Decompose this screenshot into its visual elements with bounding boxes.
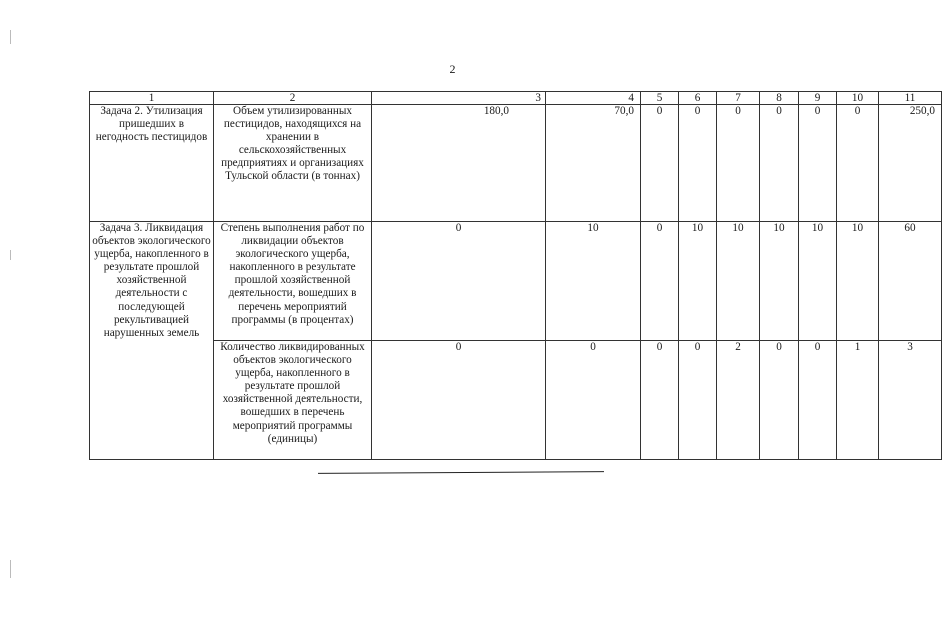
indicators-table [89,91,942,460]
indicator-cell: Количество ликвидированных объектов экологического ущерба, накопленного в результате прошлой хозяйственной деятельности, вошедших в перечень мероприятий программы (единицы) [214,341,372,460]
indicator-cell: Степень выполнения работ по ликвидации объектов экологического ущерба, накопленного в результате прошлой хозяйственной деятельности, вошедших в перечень мероприятий программы (в процентах) [214,222,372,341]
column-number: 7 [717,92,760,105]
column-number: 2 [214,92,372,105]
value-cell: 0 [799,105,837,222]
value-cell: 0 [837,105,879,222]
value-cell: 250,0 [879,105,942,222]
table-row [90,222,942,341]
value-cell: 0 [760,341,799,460]
value-cell: 0 [760,105,799,222]
value-cell: 60 [879,222,942,341]
value-cell: 2 [717,341,760,460]
scan-mark [10,250,11,260]
value-cell: 0 [641,341,679,460]
value-cell: 10 [837,222,879,341]
value-cell: 0 [679,105,717,222]
value-cell: 180,0 [372,105,546,222]
value-cell: 3 [879,341,942,460]
value-cell: 1 [837,341,879,460]
scan-mark [10,560,11,578]
column-number-row [90,92,942,105]
column-number: 8 [760,92,799,105]
value-cell: 10 [546,222,641,341]
column-number: 11 [879,92,942,105]
value-cell: 0 [717,105,760,222]
value-cell: 10 [717,222,760,341]
value-cell: 10 [760,222,799,341]
column-number: 3 [372,92,546,105]
closing-line [318,471,604,474]
value-cell: 0 [679,341,717,460]
value-cell: 0 [372,222,546,341]
value-cell: 0 [546,341,641,460]
task-cell: Задача 3. Ликвидация объектов экологического ущерба, накопленного в результате прошлой хозяйственной деятельности с последующей рекультивацией нарушенных земель [90,222,214,460]
column-number: 9 [799,92,837,105]
value-cell: 0 [641,105,679,222]
column-number: 1 [90,92,214,105]
scan-mark [10,30,11,44]
value-cell: 0 [372,341,546,460]
task-cell: Задача 2. Утилизация пришедших в негодность пестицидов [90,105,214,222]
column-number: 10 [837,92,879,105]
value-cell: 0 [799,341,837,460]
column-number: 5 [641,92,679,105]
indicator-cell: Объем утилизированных пестицидов, находящихся на хранении в сельскохозяйственных предприятиях и организациях Тульской области (в тоннах) [214,105,372,222]
column-number: 4 [546,92,641,105]
value-cell: 10 [679,222,717,341]
page-number: 2 [449,62,456,76]
value-cell: 10 [799,222,837,341]
value-cell: 70,0 [546,105,641,222]
column-number: 6 [679,92,717,105]
table-row [90,341,942,460]
value-cell: 0 [641,222,679,341]
table-row [90,105,942,222]
